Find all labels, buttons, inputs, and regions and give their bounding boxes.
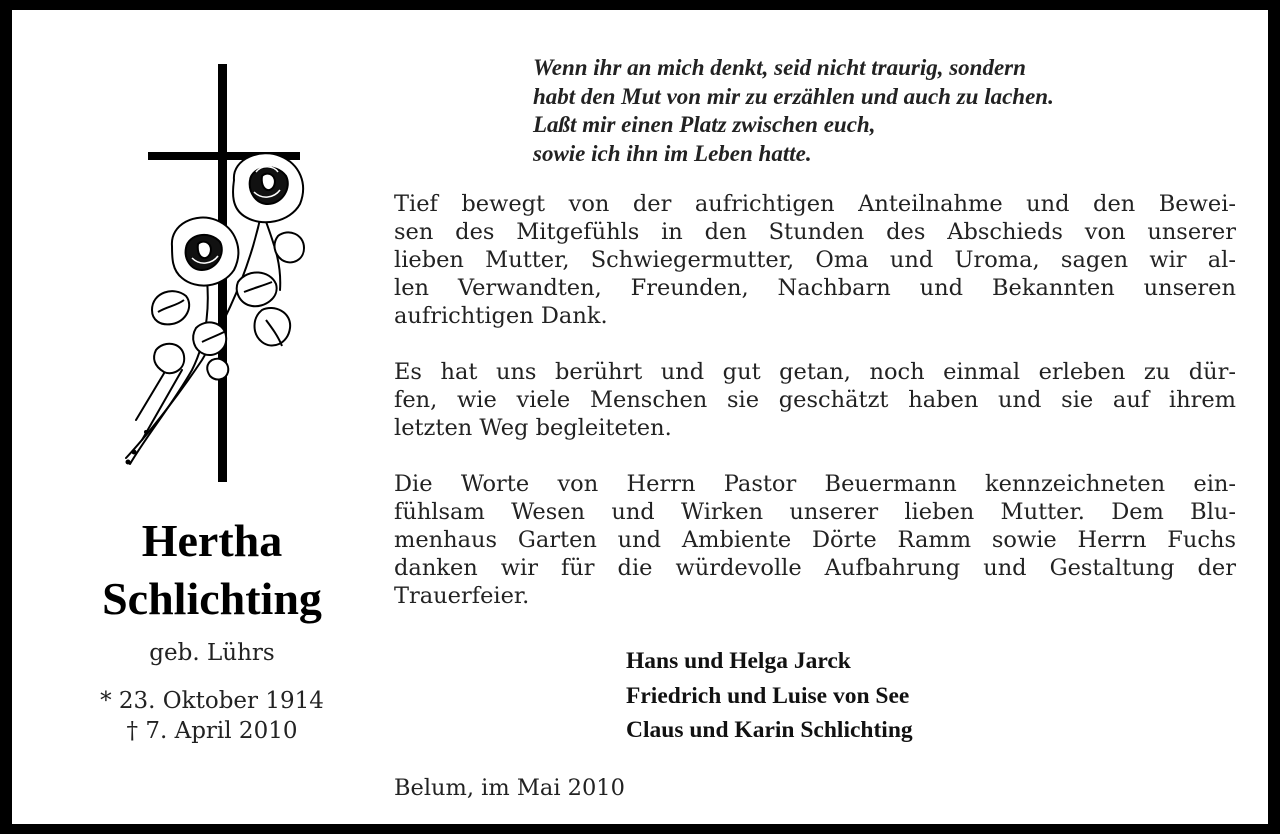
signers: [626, 644, 1146, 748]
deceased-column: [42, 50, 382, 810]
paragraph-pastor: [394, 470, 1236, 610]
paragraph-touched: [394, 358, 1236, 442]
text-line: menhaus Garten und Ambiente Dörte Ramm sowie Herrn Fuchs: [394, 527, 1236, 553]
birth-date: * 23. Oktober 1914: [100, 688, 324, 714]
thank-you-text: [394, 190, 1236, 638]
text-line: fen, wie viele Menschen sie geschätzt haben und sie auf ihrem: [394, 387, 1236, 413]
first-name: Hertha: [141, 515, 283, 566]
poem-line: Laßt mir einen Platz zwischen euch,: [533, 112, 876, 137]
signer: Hans und Helga Jarck: [626, 648, 851, 674]
poem-line: Wenn ihr an mich denkt, seid nicht traurig, sondern: [533, 55, 1026, 80]
text-line: lieben Mutter, Schwiegermutter, Oma und Uroma, sagen wir al-: [394, 247, 1236, 273]
life-dates: [42, 686, 382, 746]
cross-with-roses-icon: [112, 60, 352, 490]
poem: [533, 54, 1253, 168]
paragraph-thanks: [394, 190, 1236, 330]
text-line: Es hat uns berührt und gut getan, noch einmal erleben zu dür-: [394, 359, 1236, 385]
text-line: sen des Mitgefühls in den Stunden des Abschieds von unserer: [394, 219, 1236, 245]
deceased-name: [42, 512, 382, 628]
signer: Claus und Karin Schlichting: [626, 717, 913, 743]
text-line: Tief bewegt von der aufrichtigen Anteilnahme und den Bewei-: [394, 191, 1236, 217]
last-name: Schlichting: [102, 573, 322, 624]
text-line: letzten Weg begleiteten.: [394, 415, 672, 441]
death-date: † 7. April 2010: [126, 718, 298, 744]
place-date: Belum, im Mai 2010: [394, 775, 625, 801]
text-line: danken wir für die würdevolle Aufbahrung und Gestaltung der: [394, 555, 1236, 581]
poem-line: habt den Mut von mir zu erzählen und auch zu lachen.: [533, 83, 1054, 109]
poem-line: sowie ich ihn im Leben hatte.: [533, 140, 812, 166]
signer: Friedrich und Luise von See: [626, 682, 910, 709]
text-line: aufrichtigen Dank.: [394, 303, 608, 329]
maiden-name: geb. Lührs: [149, 640, 275, 666]
text-line: Die Worte von Herrn Pastor Beuermann kennzeichneten ein-: [394, 471, 1236, 497]
text-line: Trauerfeier.: [394, 583, 530, 609]
text-line: len Verwandten, Freunden, Nachbarn und Bekannten unseren: [394, 275, 1236, 301]
text-line: fühlsam Wesen und Wirken unserer lieben Mutter. Dem Blu-: [394, 499, 1236, 525]
